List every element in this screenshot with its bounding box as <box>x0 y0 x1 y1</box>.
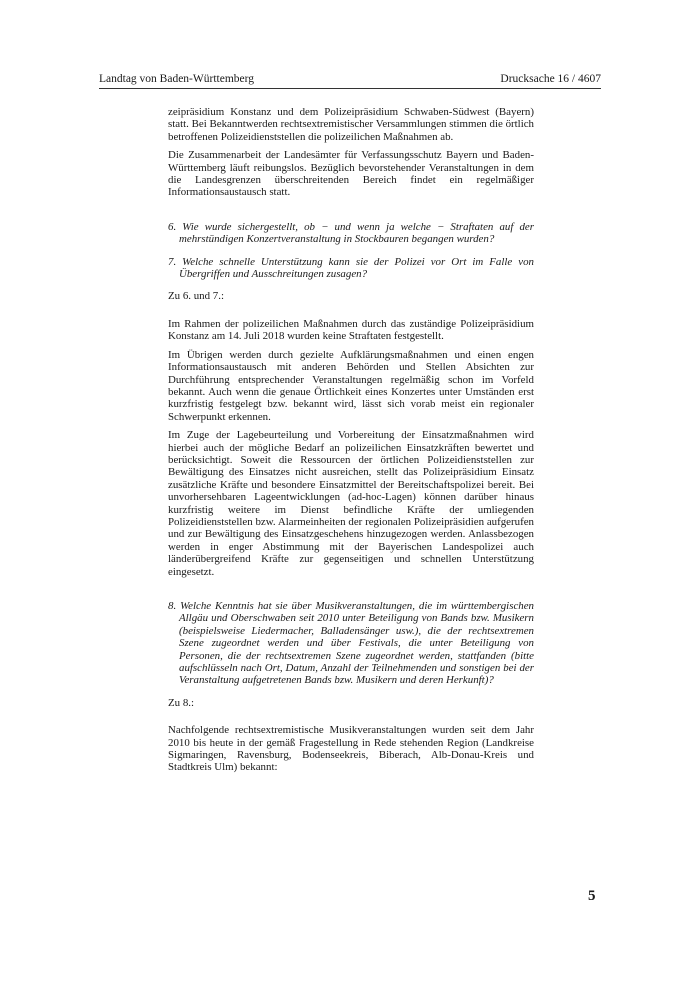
paragraph-no-offences: Im Rahmen der polizeilichen Maßnahmen durch das zuständige Polizeipräsidium Konstanz am 14. Juli 2018 wurden keine Straftaten festgestellt. <box>168 317 534 343</box>
header-document-number: Drucksache 16 / 4607 <box>500 73 601 85</box>
header-publisher: Landtag von Baden-Württemberg <box>99 73 254 85</box>
paragraph-intro: zeipräsidium Konstanz und dem Polizeipräsidium Schwaben-Südwest (Bayern) statt. Bei Bekanntwerden rechtsextremistischer Versammlungen stimmen die örtlich betroffenen Polizeidienststellen die polizeilichen Maßnahmen ab. <box>168 106 534 143</box>
paragraph-music-events: Nachfolgende rechtsextremistische Musikveranstaltungen wurden seit dem Jahr 2010 bis heute in der gemäß Fragestellung in Rede stehenden Region (Landkreise Sigmaringen, Ravensburg, Bodenseekreis, Biberach, Alb-Donau-Kreis und Stadtkreis Ulm) bekannt: <box>168 724 534 774</box>
question-7: 7. Welche schnelle Unterstützung kann sie der Polizei vor Ort im Falle von Übergriffen und Ausschreitungen zusagen? <box>168 255 534 281</box>
paragraph-information-exchange: Im Übrigen werden durch gezielte Aufklärungsmaßnahmen und einen engen Informationsaustausch mit anderen Behörden und Stellen Absichten zur Durchführung entsprechender Veranstaltungen regelmäßig schon im Vorfeld bekannt. Auch wenn die genaue Örtlichkeit eines Konzertes unter Umständen erst kurzfristig festgelegt bzw. bekannt wird, lässt sich vorab meist ein regionaler Schwerpunkt erkennen. <box>168 348 534 423</box>
answer-heading-6-7: Zu 6. und 7.: <box>168 290 224 303</box>
page-number: 5 <box>588 888 596 904</box>
question-6: 6. Wie wurde sichergestellt, ob − und wenn ja welche − Straftaten auf der mehrstündigen Konzertveranstaltung in Stockbauren begangen wurden? <box>168 220 534 246</box>
header-rule <box>99 88 601 89</box>
paragraph-cooperation: Die Zusammenarbeit der Landesämter für Verfassungsschutz Bayern und Baden-Württemberg läuft reibungslos. Bezüglich bevorstehender Veranstaltungen in dem die Landesgrenzen überschreitenden Bereich findet ein regelmäßiger Informationsaustausch statt. <box>168 149 534 199</box>
document-body <box>168 106 534 774</box>
paragraph-situation-assessment: Im Zuge der Lagebeurteilung und Vorbereitung der Einsatzmaßnahmen wird hierbei auch der mögliche Bedarf an polizeilichen Einsatzkräften bewertet und berücksichtigt. Soweit die Ressourcen der örtlichen Polizeidienststellen zur Bewältigung des Einsatzes nicht ausreichen, stellt das Polizeipräsidium Einsatz zusätzliche Kräfte und besondere Einsatzmittel der Bereitschaftspolizei bereit. Bei unvorhersehbaren Lageentwicklungen (ad-hoc-Lagen) können darüber hinaus kurzfristig weitere im Dienst befindliche Kräfte der umliegenden Polizeidienststellen bzw. Alarmeinheiten der regionalen Polizeipräsidien aufgerufen und zur Bewältigung des Einsatzgeschehens hinzugezogen werden. Anlassbezogen werden in enger Abstimmung mit der Bayerischen Landespolizei auch länderübergreifend Kräfte zur gegenseitigen und schnellen Unterstützung eingesetzt. <box>168 429 534 578</box>
answer-heading-8: Zu 8.: <box>168 696 195 709</box>
question-8: 8. Welche Kenntnis hat sie über Musikveranstaltungen, die im württembergischen Allgäu und Oberschwaben seit 2010 unter Beteiligung von Bands bzw. Musikern (beispielsweise Liedermacher, Balladensänger usw.), die der rechtsextremen Szene zugeordnet werden und über Festivals, die unter Beteiligung von Personen, die der rechtsextremen Szene zugeordnet werden, stattfanden (bitte aufschlüsseln nach Ort, Datum, Anzahl der Teilnehmenden und sonstigen bei der Veranstaltung aufgetretenen Bands bzw. Musikern und deren Herkunft)? <box>168 600 534 687</box>
